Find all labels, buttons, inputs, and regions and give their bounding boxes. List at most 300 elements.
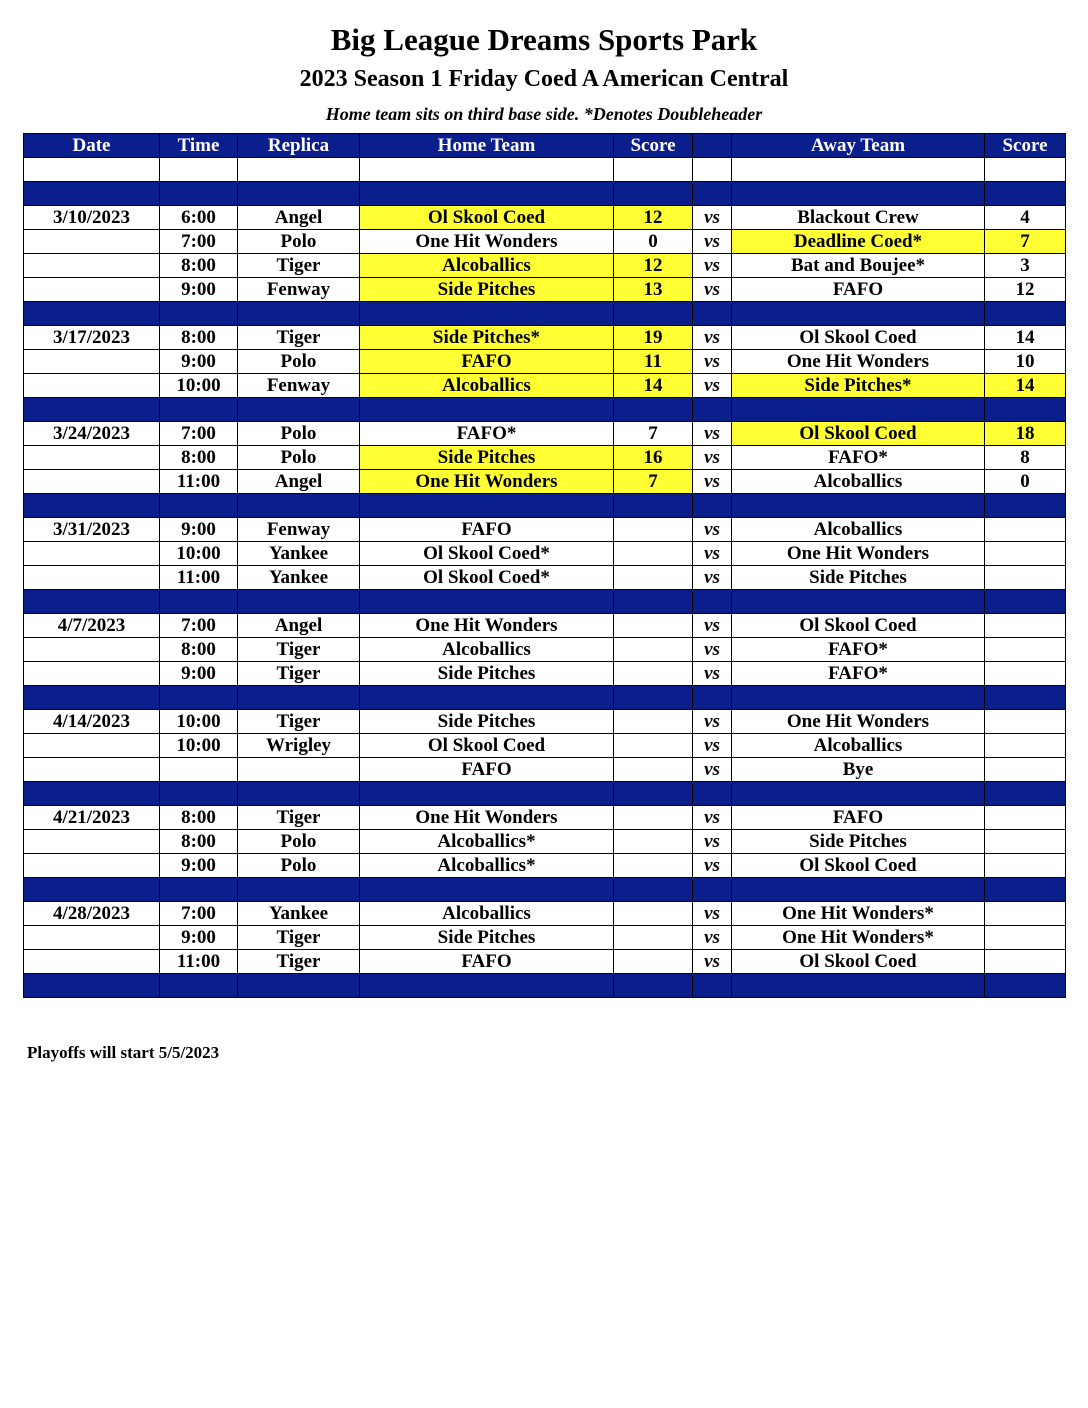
game-row [24,374,1066,398]
replica-cell: Fenway [238,374,360,398]
replica-cell: Angel [238,614,360,638]
separator-cell [360,686,614,710]
away-score-cell: 0 [985,470,1066,494]
away-team-cell: One Hit Wonders [732,710,985,734]
away-score-cell: 10 [985,350,1066,374]
vs-cell: vs [693,230,732,254]
vs-cell: vs [693,374,732,398]
separator-cell [160,182,238,206]
time-cell: 8:00 [160,806,238,830]
separator-cell [160,974,238,998]
home-score-cell [614,758,693,782]
separator-cell [693,878,732,902]
home-team-cell: FAFO* [360,422,614,446]
away-team-cell: Alcoballics [732,470,985,494]
separator-cell [693,398,732,422]
game-row [24,470,1066,494]
time-cell: 10:00 [160,734,238,758]
blank-row [24,158,1066,182]
blank-cell [24,158,160,182]
vs-cell: vs [693,326,732,350]
game-row [24,734,1066,758]
replica-cell: Tiger [238,254,360,278]
replica-cell: Tiger [238,638,360,662]
home-team-cell: Ol Skool Coed* [360,566,614,590]
away-team-cell: Deadline Coed* [732,230,985,254]
away-team-cell: One Hit Wonders* [732,902,985,926]
replica-cell: Fenway [238,518,360,542]
away-team-cell: Blackout Crew [732,206,985,230]
vs-cell: vs [693,470,732,494]
date-cell [24,854,160,878]
separator-row [24,590,1066,614]
vs-cell: vs [693,518,732,542]
home-score-cell: 12 [614,254,693,278]
vs-cell: vs [693,614,732,638]
vs-cell: vs [693,806,732,830]
away-team-cell: Alcoballics [732,734,985,758]
time-cell: 7:00 [160,614,238,638]
playoffs-note: Playoffs will start 5/5/2023 [27,1043,220,1062]
page-title: Big League Dreams Sports Park [330,22,758,57]
replica-cell: Yankee [238,902,360,926]
home-score-cell [614,830,693,854]
away-team-cell: Side Pitches [732,566,985,590]
vs-cell: vs [693,566,732,590]
home-team-cell: One Hit Wonders [360,614,614,638]
separator-cell [160,878,238,902]
separator-cell [360,590,614,614]
replica-cell: Polo [238,350,360,374]
home-team-cell: Side Pitches [360,446,614,470]
separator-cell [360,302,614,326]
home-team-cell: Alcoballics [360,638,614,662]
away-team-cell: Side Pitches* [732,374,985,398]
replica-cell: Polo [238,830,360,854]
col-header-date: Date [24,134,160,158]
separator-cell [238,590,360,614]
away-team-cell: FAFO [732,806,985,830]
separator-row [24,686,1066,710]
vs-cell: vs [693,206,732,230]
separator-cell [238,182,360,206]
away-team-cell: FAFO* [732,662,985,686]
blank-cell [614,158,693,182]
away-score-cell [985,566,1066,590]
vs-cell: vs [693,662,732,686]
separator-row [24,398,1066,422]
separator-row [24,974,1066,998]
vs-cell: vs [693,734,732,758]
separator-cell [360,182,614,206]
separator-cell [985,590,1066,614]
separator-cell [614,398,693,422]
col-header-time: Time [160,134,238,158]
separator-cell [360,398,614,422]
game-row [24,950,1066,974]
away-score-cell [985,518,1066,542]
game-row [24,758,1066,782]
home-team-cell: Alcoballics* [360,854,614,878]
game-row [24,638,1066,662]
replica-cell: Yankee [238,542,360,566]
col-header-replica: Replica [238,134,360,158]
time-cell: 6:00 [160,206,238,230]
separator-cell [732,686,985,710]
schedule-body [24,158,1066,998]
away-score-cell: 8 [985,446,1066,470]
date-cell [24,662,160,686]
home-team-cell: Alcoballics* [360,830,614,854]
separator-cell [160,494,238,518]
time-cell: 9:00 [160,518,238,542]
date-cell [24,446,160,470]
vs-cell: vs [693,950,732,974]
blank-cell [985,158,1066,182]
home-score-cell [614,902,693,926]
replica-cell: Tiger [238,950,360,974]
home-score-cell [614,710,693,734]
header-row [24,134,1066,158]
col-header-away-score: Score [985,134,1066,158]
blank-cell [360,158,614,182]
replica-cell: Polo [238,422,360,446]
away-score-cell [985,830,1066,854]
home-score-cell [614,854,693,878]
schedule-note: Home team sits on third base side. *Denotes Doubleheader [325,104,763,124]
home-team-cell: Side Pitches* [360,326,614,350]
date-cell [24,542,160,566]
replica-cell: Tiger [238,662,360,686]
game-row [24,350,1066,374]
game-row [24,254,1066,278]
separator-cell [985,302,1066,326]
time-cell: 8:00 [160,326,238,350]
vs-cell: vs [693,758,732,782]
home-team-cell: One Hit Wonders [360,470,614,494]
separator-cell [24,782,160,806]
separator-cell [732,590,985,614]
away-score-cell: 4 [985,206,1066,230]
away-team-cell: One Hit Wonders [732,350,985,374]
separator-cell [238,494,360,518]
vs-cell: vs [693,710,732,734]
time-cell [160,758,238,782]
game-row [24,566,1066,590]
home-score-cell: 11 [614,350,693,374]
home-team-cell: Alcoballics [360,902,614,926]
separator-cell [693,782,732,806]
time-cell: 8:00 [160,446,238,470]
game-row [24,830,1066,854]
home-score-cell [614,614,693,638]
separator-cell [24,398,160,422]
blank-cell [160,158,238,182]
home-score-cell: 13 [614,278,693,302]
separator-cell [24,590,160,614]
date-cell [24,374,160,398]
date-cell [24,254,160,278]
home-team-cell: FAFO [360,950,614,974]
away-score-cell: 18 [985,422,1066,446]
vs-cell: vs [693,446,732,470]
separator-cell [732,494,985,518]
home-team-cell: Alcoballics [360,254,614,278]
time-cell: 9:00 [160,926,238,950]
separator-cell [732,974,985,998]
home-score-cell [614,542,693,566]
away-score-cell: 14 [985,374,1066,398]
time-cell: 9:00 [160,662,238,686]
home-score-cell: 14 [614,374,693,398]
date-cell [24,350,160,374]
home-score-cell [614,662,693,686]
separator-cell [693,494,732,518]
time-cell: 11:00 [160,566,238,590]
separator-cell [24,302,160,326]
replica-cell: Tiger [238,710,360,734]
separator-cell [24,494,160,518]
blank-cell [238,158,360,182]
separator-cell [985,878,1066,902]
separator-row [24,782,1066,806]
home-team-cell: FAFO [360,350,614,374]
home-team-cell: Ol Skool Coed [360,206,614,230]
separator-row [24,182,1066,206]
separator-cell [238,302,360,326]
separator-cell [614,878,693,902]
vs-cell: vs [693,254,732,278]
vs-cell: vs [693,926,732,950]
replica-cell: Tiger [238,326,360,350]
blank-cell [693,158,732,182]
date-cell: 4/21/2023 [24,806,160,830]
away-team-cell: One Hit Wonders [732,542,985,566]
home-team-cell: Side Pitches [360,710,614,734]
date-cell: 4/14/2023 [24,710,160,734]
vs-cell: vs [693,638,732,662]
separator-cell [985,494,1066,518]
separator-cell [985,686,1066,710]
home-team-cell: One Hit Wonders [360,230,614,254]
time-cell: 9:00 [160,350,238,374]
replica-cell: Tiger [238,926,360,950]
separator-cell [693,182,732,206]
date-cell [24,950,160,974]
replica-cell: Polo [238,854,360,878]
away-score-cell [985,710,1066,734]
separator-cell [985,398,1066,422]
separator-cell [614,782,693,806]
separator-cell [24,182,160,206]
separator-cell [360,494,614,518]
home-team-cell: FAFO [360,518,614,542]
separator-cell [614,686,693,710]
date-cell [24,278,160,302]
separator-cell [732,302,985,326]
game-row [24,662,1066,686]
separator-cell [160,782,238,806]
separator-cell [693,590,732,614]
away-team-cell: Bye [732,758,985,782]
home-team-cell: Side Pitches [360,278,614,302]
vs-cell: vs [693,830,732,854]
away-team-cell: Alcoballics [732,518,985,542]
game-row [24,902,1066,926]
separator-row [24,494,1066,518]
date-cell: 4/28/2023 [24,902,160,926]
separator-cell [614,494,693,518]
home-score-cell: 0 [614,230,693,254]
date-cell [24,758,160,782]
separator-cell [160,398,238,422]
separator-cell [732,398,985,422]
home-score-cell: 12 [614,206,693,230]
blank-cell [732,158,985,182]
separator-cell [732,782,985,806]
replica-cell: Angel [238,470,360,494]
home-score-cell: 19 [614,326,693,350]
away-team-cell: FAFO* [732,638,985,662]
schedule-table [23,133,1066,998]
away-score-cell [985,662,1066,686]
home-team-cell: One Hit Wonders [360,806,614,830]
game-row [24,206,1066,230]
separator-cell [24,686,160,710]
separator-cell [693,302,732,326]
home-score-cell [614,566,693,590]
date-cell: 3/31/2023 [24,518,160,542]
vs-cell: vs [693,422,732,446]
game-row [24,542,1066,566]
away-score-cell: 3 [985,254,1066,278]
time-cell: 8:00 [160,830,238,854]
vs-cell: vs [693,902,732,926]
away-score-cell [985,614,1066,638]
time-cell: 7:00 [160,422,238,446]
away-score-cell [985,542,1066,566]
col-header-away-team: Away Team [732,134,985,158]
away-score-cell: 14 [985,326,1066,350]
away-score-cell [985,854,1066,878]
separator-cell [238,398,360,422]
page-subtitle: 2023 Season 1 Friday Coed A American Central [299,66,789,92]
separator-cell [238,782,360,806]
col-header-vs [693,134,732,158]
date-cell [24,734,160,758]
away-team-cell: Side Pitches [732,830,985,854]
separator-cell [360,878,614,902]
date-cell: 3/10/2023 [24,206,160,230]
separator-row [24,302,1066,326]
time-cell: 11:00 [160,950,238,974]
col-header-home-team: Home Team [360,134,614,158]
away-score-cell [985,902,1066,926]
date-cell [24,926,160,950]
vs-cell: vs [693,854,732,878]
away-team-cell: Ol Skool Coed [732,422,985,446]
vs-cell: vs [693,350,732,374]
away-score-cell [985,638,1066,662]
replica-cell: Polo [238,230,360,254]
away-team-cell: Ol Skool Coed [732,614,985,638]
home-team-cell: Alcoballics [360,374,614,398]
away-score-cell [985,758,1066,782]
date-cell [24,230,160,254]
game-row [24,854,1066,878]
separator-cell [732,878,985,902]
date-cell: 3/17/2023 [24,326,160,350]
col-header-home-score: Score [614,134,693,158]
home-score-cell [614,638,693,662]
separator-cell [985,182,1066,206]
home-team-cell: Ol Skool Coed* [360,542,614,566]
away-score-cell [985,950,1066,974]
separator-cell [985,782,1066,806]
separator-cell [360,782,614,806]
separator-cell [24,974,160,998]
replica-cell: Wrigley [238,734,360,758]
time-cell: 8:00 [160,254,238,278]
time-cell: 9:00 [160,854,238,878]
home-score-cell [614,926,693,950]
game-row [24,326,1066,350]
separator-cell [985,974,1066,998]
time-cell: 10:00 [160,542,238,566]
home-team-cell: Ol Skool Coed [360,734,614,758]
home-team-cell: Side Pitches [360,926,614,950]
separator-cell [732,182,985,206]
replica-cell: Tiger [238,806,360,830]
home-team-cell: FAFO [360,758,614,782]
separator-cell [160,590,238,614]
game-row [24,230,1066,254]
game-row [24,518,1066,542]
game-row [24,806,1066,830]
away-team-cell: FAFO [732,278,985,302]
home-score-cell [614,806,693,830]
home-score-cell [614,734,693,758]
home-score-cell [614,950,693,974]
away-team-cell: Ol Skool Coed [732,326,985,350]
separator-cell [614,302,693,326]
home-score-cell: 7 [614,470,693,494]
separator-row [24,878,1066,902]
game-row [24,614,1066,638]
vs-cell: vs [693,278,732,302]
replica-cell: Fenway [238,278,360,302]
separator-cell [693,974,732,998]
replica-cell [238,758,360,782]
away-score-cell [985,926,1066,950]
away-team-cell: Ol Skool Coed [732,950,985,974]
time-cell: 10:00 [160,710,238,734]
time-cell: 11:00 [160,470,238,494]
replica-cell: Yankee [238,566,360,590]
away-score-cell [985,734,1066,758]
separator-cell [614,590,693,614]
separator-cell [160,302,238,326]
separator-cell [238,974,360,998]
home-score-cell [614,518,693,542]
separator-cell [693,686,732,710]
time-cell: 7:00 [160,230,238,254]
away-team-cell: Ol Skool Coed [732,854,985,878]
home-score-cell: 16 [614,446,693,470]
home-team-cell: Side Pitches [360,662,614,686]
time-cell: 9:00 [160,278,238,302]
separator-cell [614,974,693,998]
